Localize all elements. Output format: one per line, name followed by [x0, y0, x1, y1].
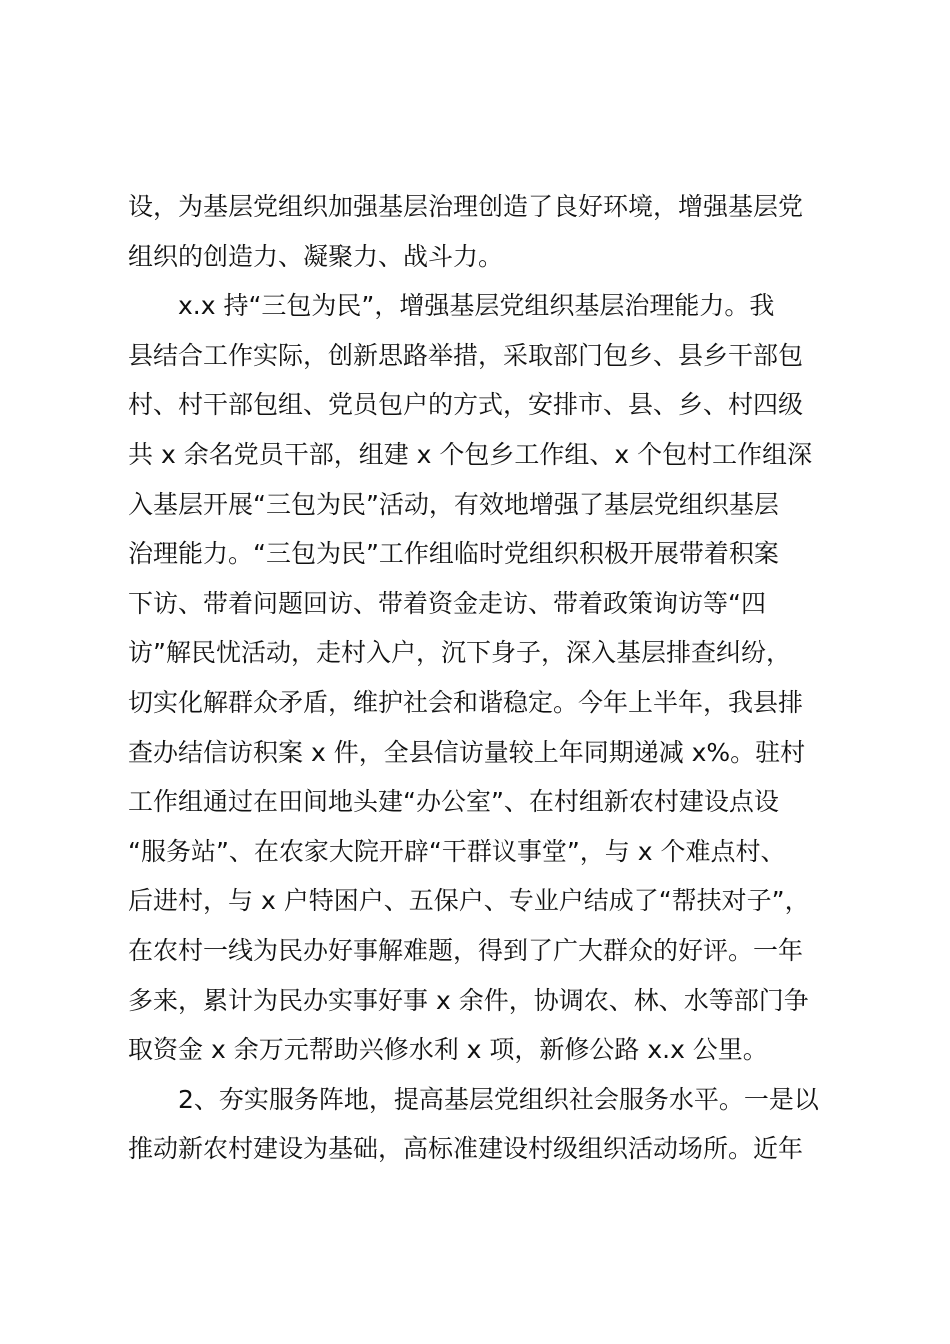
text-line: 多来，累计为民办实事好事 x 余件，协调农、林、水等部门争	[128, 985, 809, 1015]
text-line: 取资金 x 余万元帮助兴修水利 x 项，新修公路 x.x 公里。	[128, 1035, 768, 1065]
text-line: 设，为基层党组织加强基层治理创造了良好环境，增强基层党	[128, 192, 804, 221]
text-line: “服务站”、在农家大院开辟“干群议事堂”，与 x 个难点村、	[128, 836, 786, 866]
text-line: 查办结信访积案 x 件，全县信访量较上年同期递减 x%。驻村	[128, 737, 806, 767]
text-line: 后进村，与 x 户特困户、五保户、专业户结成了“帮扶对子”，	[128, 886, 810, 916]
text-line: 在农村一线为民办好事解难题，得到了广大群众的好评。一年	[128, 935, 804, 965]
text-line: 访”解民忧活动，走村入户，沉下身子，深入基层排查纠纷，	[128, 638, 791, 668]
text-line: 组织的创造力、凝聚力、战斗力。	[128, 241, 504, 271]
text-line: 村、村干部包组、党员包户的方式，安排市、县、乡、村四级	[128, 390, 804, 420]
text-line: 下访、带着问题回访、带着资金走访、带着政策询访等“四	[128, 588, 766, 618]
text-line: 治理能力。“三包为民”工作组临时党组织积极开展带着积案	[128, 539, 779, 569]
text-line: 工作组通过在田间地头建“办公室”、在村组新农村建设点设	[128, 787, 779, 817]
body-text	[128, 182, 838, 1174]
text-line: 入基层开展“三包为民”活动，有效地增强了基层党组织基层	[128, 489, 779, 519]
text-line: 推动新农村建设为基础，高标准建设村级组织活动场所。近年	[128, 1134, 804, 1164]
text-line: 县结合工作实际，创新思路举措，采取部门包乡、县乡干部包	[128, 340, 804, 370]
paragraph-first-line: 2、夯实服务阵地，提高基层党组织社会服务水平。一是以	[178, 1084, 819, 1114]
text-line: 切实化解群众矛盾，维护社会和谐稳定。今年上半年，我县排	[128, 687, 804, 717]
text-line: 共 x 余名党员干部，组建 x 个包乡工作组、x 个包村工作组深	[128, 439, 813, 469]
paragraph-first-line: x.x 持“三包为民”，增强基层党组织基层治理能力。我	[178, 291, 775, 321]
